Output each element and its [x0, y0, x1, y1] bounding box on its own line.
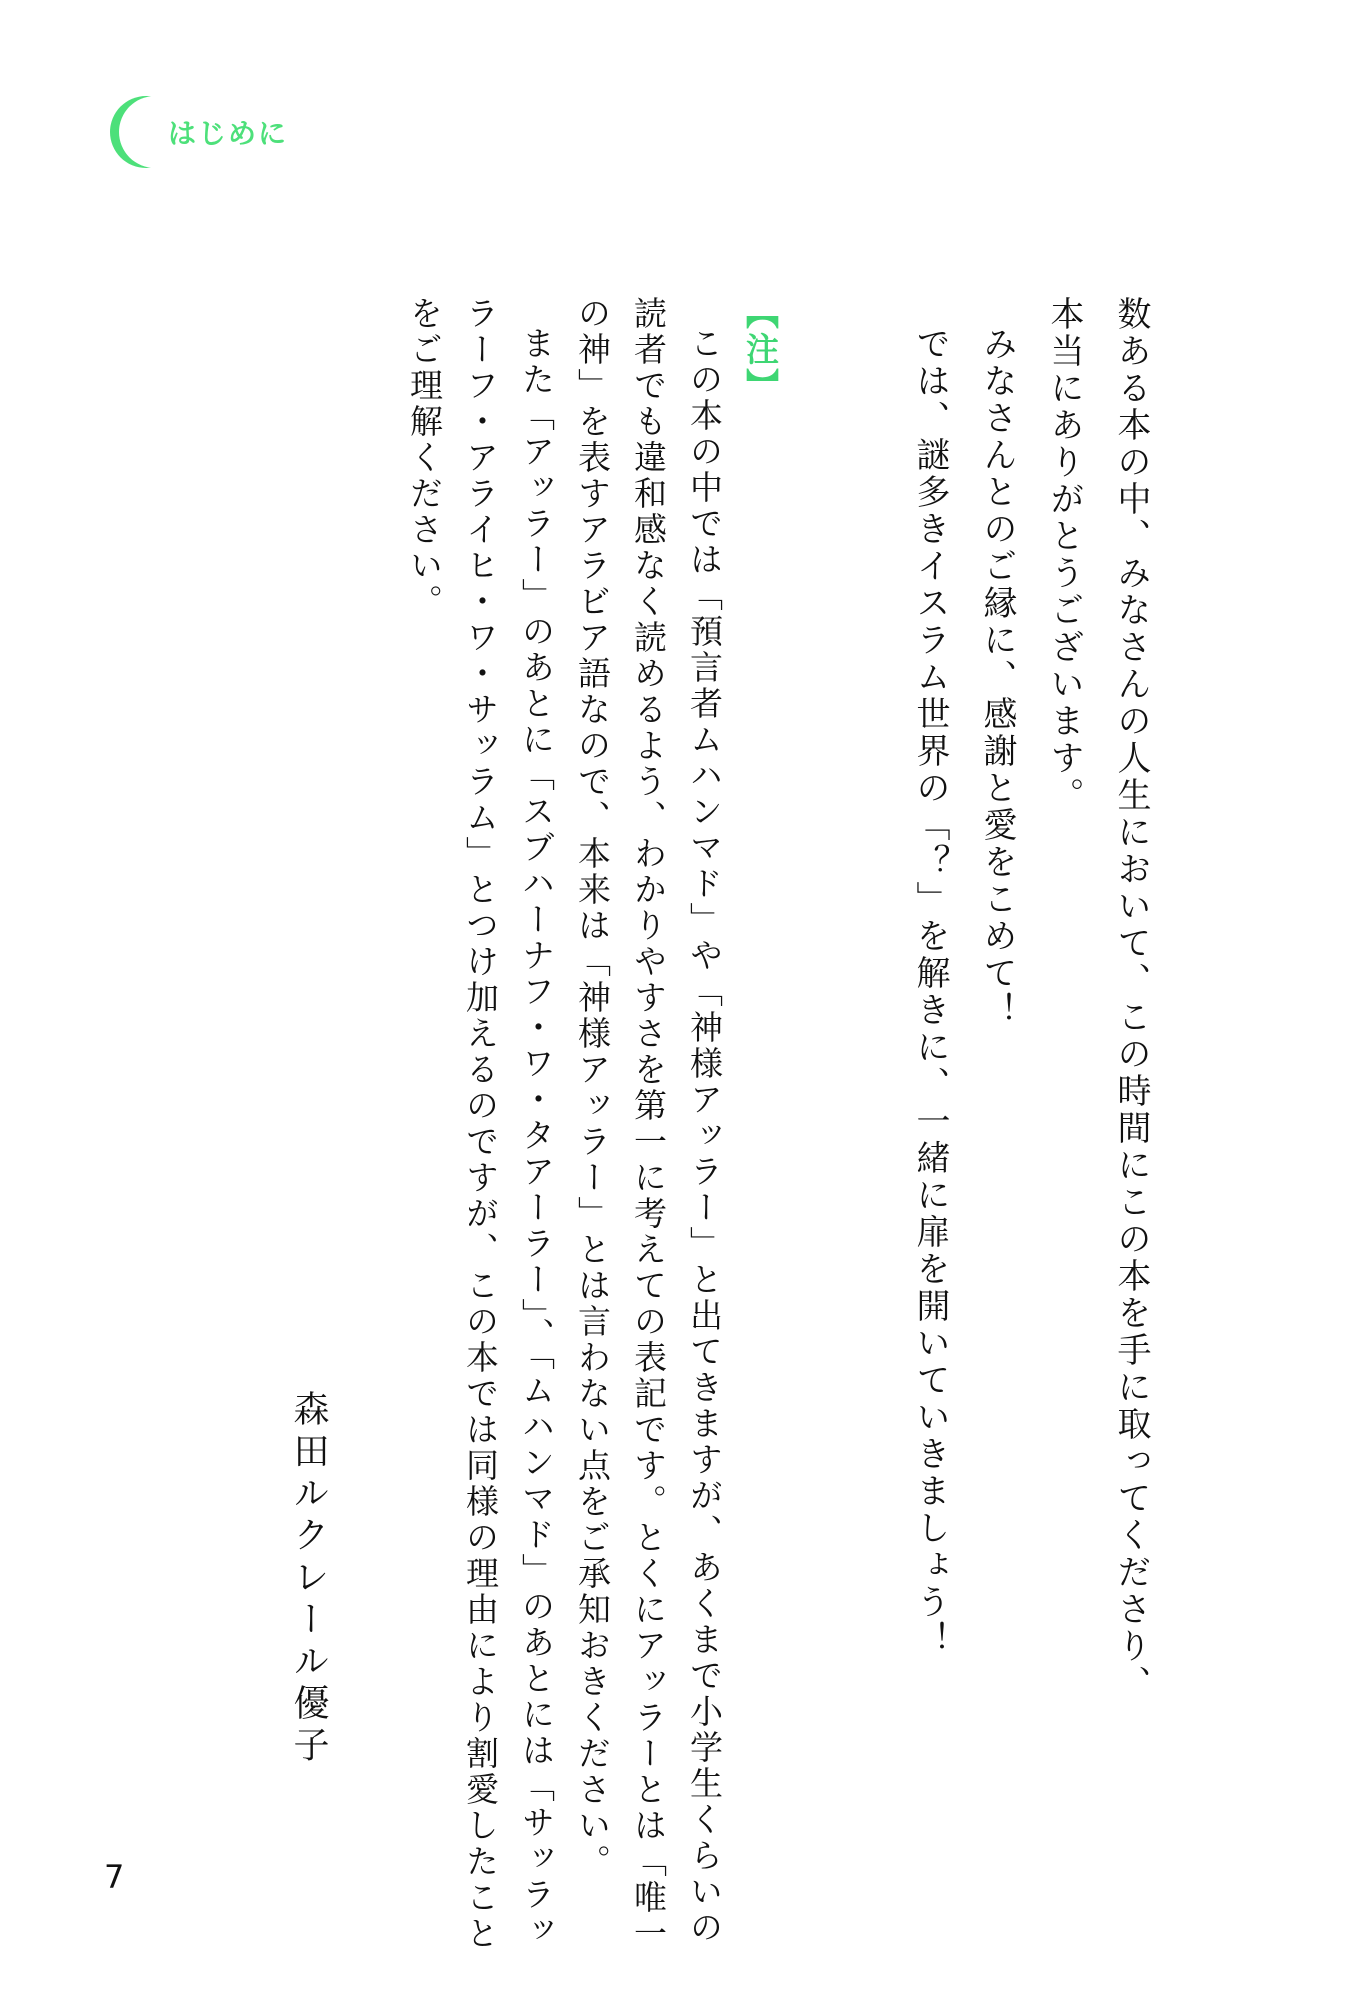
paragraph-1: 数ある本の中、みなさんの人生において、この時間にこの本を手に取ってくださり、	[1111, 296, 1151, 1702]
note-line-4: また「アッラー」のあとに「スブハーナフ・ワ・タアーラー」、「ムハンマド」のあとには「サッラッ	[517, 326, 556, 1949]
note-line-1: この本の中では「預言者ムハンマド」や「神様アッラー」と出てきますが、あくまで小学生くらいの	[685, 326, 724, 1946]
note-line-5: ラーフ・アライヒ・ワ・サッラム」とつけ加えるのですが、この本では同様の理由により割愛したこと	[461, 296, 500, 1952]
chapter-header	[110, 96, 370, 186]
author-name: 森田ルクレール優子	[288, 1390, 329, 1768]
paragraph-2: 本当にありがとうございます。	[1044, 296, 1084, 814]
note-line-6: をご理解ください。	[405, 296, 444, 620]
note-line-2: 読者でも違和感なく読めるよう、わかりやすさを第一に考えての表記です。とくにアッラーとは「唯一	[629, 296, 668, 1952]
paragraph-4: では、謎多きイスラム世界の「？」を解きに、一緒に扉を開いていきましょう！	[910, 326, 950, 1658]
paragraph-3: みなさんとのご縁に、感謝と愛をこめて！	[977, 326, 1017, 1029]
note-line-3: の神」を表すアラビア語なので、本来は「神様アッラー」とは言わない点をご承知おきください。	[573, 296, 612, 1880]
page-number: 7	[104, 1858, 125, 1896]
note-label: 【注】	[741, 296, 780, 404]
chapter-title: はじめに	[168, 117, 289, 150]
